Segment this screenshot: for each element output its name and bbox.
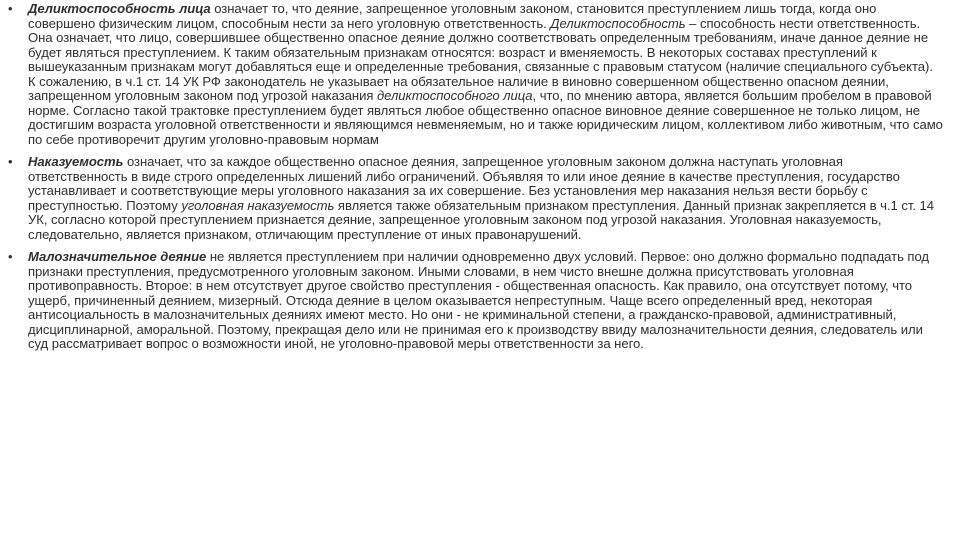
text-segment: является также обязательным признаком преступления. Данный признак закрепляется в ч.1 ст. 14 УК, согласно которой преступлением признается деяние, запрещенное уголовным законом под угрозой наказания. Уголовная наказуемость, следовательно, является признаком, отличающим преступление от иных правонарушений. bbox=[28, 197, 934, 242]
bullet-minor-act bbox=[8, 250, 944, 352]
text-segment: не является преступлением при наличии одновременно двух условий. Первое: оно должно формально подпадать под признаки преступления, предусмотренного уголовным законом. Иными словами, в нем чисто внешне должна присутствовать уголовная противоправность. Второе: в нем отсутствует другое свойство преступления - общественная опасность. Как правило, она отсутствует потому, что ущерб, причиненный деянием, мизерный. Отсюда деяние в целом оказывается непреступным. Чаще всего определенный вред, некоторая антисоциальность в малозначительных деяниях имеют место. Но они - не криминальной степени, а гражданско-правовой, административный, дисциплинарной, аморальной. Поэтому, прекращая дело или не принимая его к производству ввиду малозначительности деяния, следователь или суд рассматривает вопрос о возможности иной, не уголовно-правовой меры ответственности за него. bbox=[28, 249, 930, 351]
term-punishability: Наказуемость bbox=[28, 154, 124, 169]
italic-term: деликтоспособного лица bbox=[376, 88, 533, 103]
slide-content bbox=[8, 2, 944, 360]
text-segment: , что, по мнению автора, является большим пробелом в правовой норме. Согласно такой трактовке преступлением будет являться любое общественно опасное виновное деяние совершенное не только лицом, не достигшим возраста уголовной ответственности и являющимся невменяемым, но и также юридическим лицом, коллективом либо животным, что само по себе противоречит другим уголовно-правовым нормам bbox=[28, 88, 943, 147]
text-segment: означает, что за каждое общественно опасное деяния, запрещенное уголовным законом должна наступать уголовная ответственность в виде строго определенных лишений либо ограничений. Объявляя то или иное деяние в качестве преступления, государство устанавливает и соответствующие меры уголовного наказания за их совершение. Без установления мер наказания нельзя вести борьбу с преступностью. Поэтому bbox=[28, 154, 900, 213]
term-minor-act: Малозначительное деяние bbox=[28, 249, 207, 264]
term-delictual-capacity: Деликтоспособность лица bbox=[28, 1, 211, 16]
italic-term: Деликтоспособность bbox=[550, 15, 686, 31]
italic-term: уголовная наказуемость bbox=[181, 197, 335, 213]
text-segment: – способность нести ответственность. Она означает, что лицо, совершившее общественно опасное деяние должно соответствовать определенным требованиям, иначе данное деяние не будет являться преступлением. К таким обязательным признакам относятся: возраст и вменяемость. В некоторых составах преступлений к вышеуказанным признакам могут добавляться еще и определенные требования, связанные с правовым статусом (наличие специального субъекта). К сожалению, в ч.1 ст. 14 УК РФ законодатель не указывает на обязательное наличие в виновно совершенном общественно опасном деянии, запрещенном уголовным законом под угрозой наказания bbox=[28, 15, 933, 103]
bullet-dot: • bbox=[8, 154, 13, 169]
bullet-punishability bbox=[8, 155, 944, 242]
bullet-delictual-capacity bbox=[8, 2, 944, 147]
text-segment: означает то, что деяние, запрещенное уголовным законом, становится преступлением лишь тогда, когда оно совершено физическим лицом, способным нести за него уголовную ответственность. bbox=[28, 1, 877, 31]
bullet-dot: • bbox=[8, 249, 13, 264]
bullet-dot: • bbox=[8, 1, 13, 16]
